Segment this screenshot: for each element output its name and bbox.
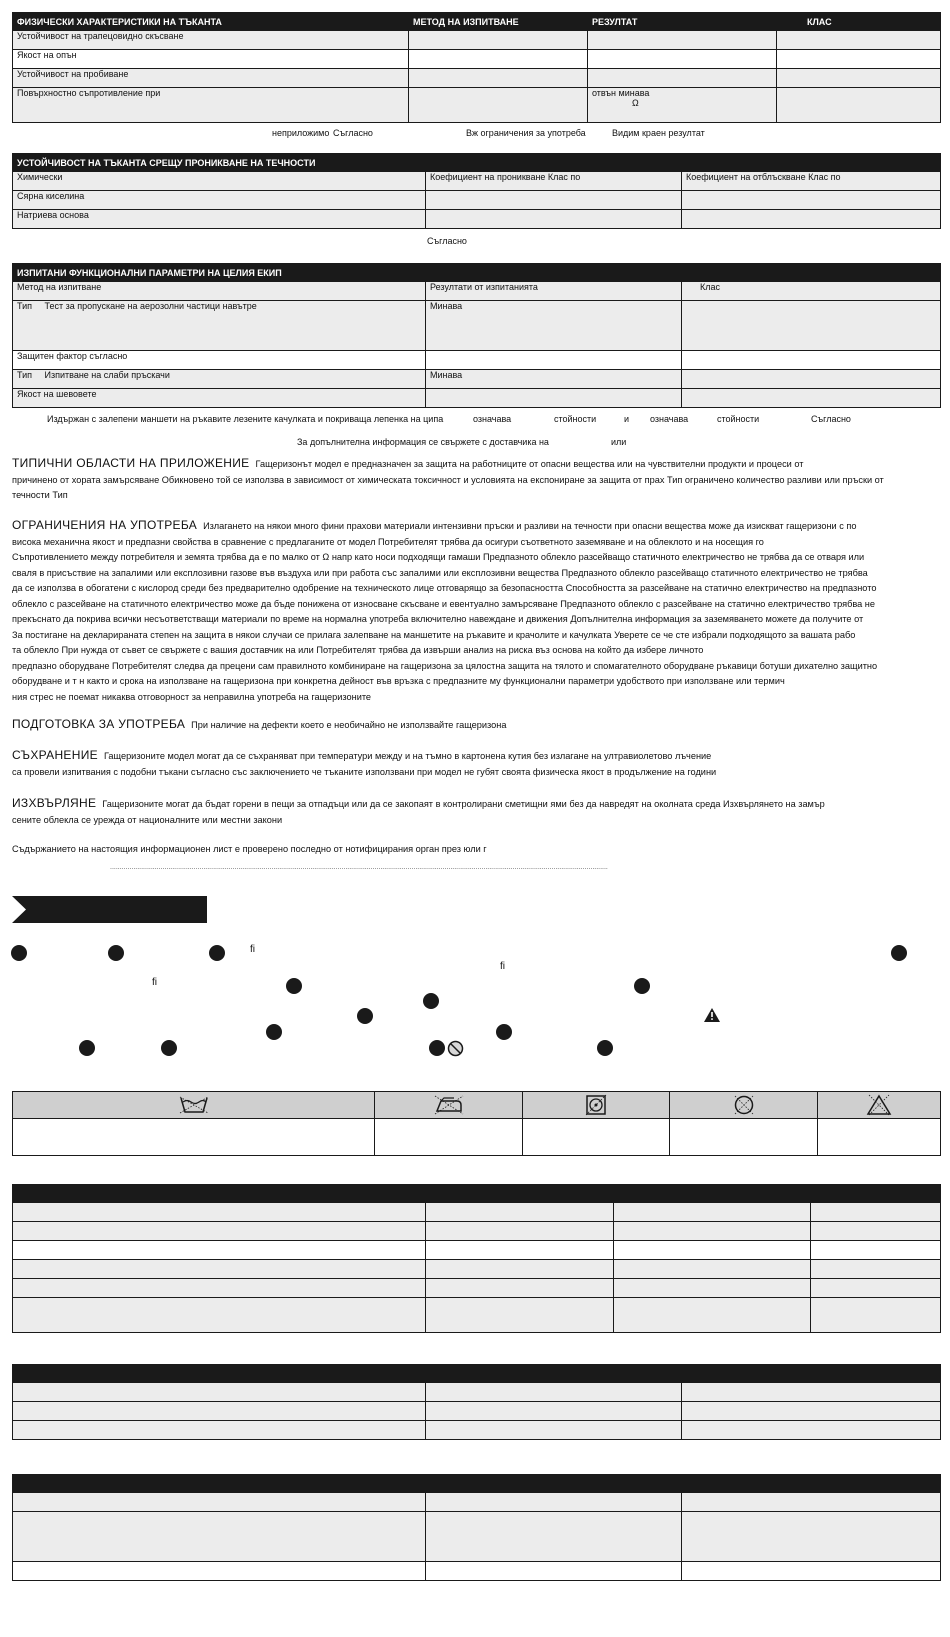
care-icons-row bbox=[13, 1092, 941, 1119]
table-row bbox=[13, 1260, 941, 1279]
cell bbox=[426, 389, 682, 408]
functional-note-values: стойности bbox=[717, 414, 760, 424]
fi-ligature: ﬁ bbox=[500, 961, 505, 972]
care-cell bbox=[818, 1092, 941, 1119]
table-row bbox=[13, 370, 941, 389]
fi-ligature: ﬁ bbox=[250, 944, 255, 955]
cell bbox=[777, 88, 941, 123]
row-label: Повърхностно съпротивление при bbox=[13, 88, 409, 123]
row-label: Натриева основа bbox=[13, 210, 426, 229]
col-results: Резултати от изпитанията bbox=[426, 282, 682, 301]
cell bbox=[811, 1260, 941, 1279]
text-line: оборудване и т н както и срока на използване на гащеризона при конкретна дейност във връзка с предпазните му функционални параметри удобството при използване или термич bbox=[12, 676, 785, 686]
marker-dot bbox=[429, 1040, 445, 1056]
functional-note-text: Издържан с залепени маншети на ръкавите лезените качулката и покриваща лепенка на ципа bbox=[47, 414, 444, 424]
text-line: сваля в присъствие на запалими или експлозивни газове във въздуха или при работа със запалими или експлозивни вещества Предпазното облекло разсейващо статичното електричество не трябва bbox=[12, 567, 868, 578]
dry-clean-icon bbox=[733, 1096, 755, 1113]
table-row bbox=[13, 1402, 941, 1421]
cell bbox=[13, 1203, 426, 1222]
cell bbox=[13, 1222, 426, 1241]
cell bbox=[13, 1493, 426, 1512]
table-row bbox=[13, 1421, 941, 1440]
col-penetration-index: Коефициент на проникване Клас по bbox=[426, 172, 682, 191]
tumble-dry-icon bbox=[585, 1096, 607, 1113]
result-cell bbox=[588, 88, 777, 123]
cell bbox=[682, 1402, 941, 1421]
table-row bbox=[13, 1383, 941, 1402]
cell bbox=[588, 69, 777, 88]
note-visible-result: Видим краен резултат bbox=[612, 128, 705, 138]
prohibited-icon bbox=[447, 1040, 464, 1058]
note-see-limits: Вж ограничения за употреба bbox=[466, 128, 586, 138]
header-functional: ИЗПИТАНИ ФУНКЦИОНАЛНИ ПАРАМЕТРИ НА ЦЕЛИЯ ЕКИП bbox=[13, 264, 941, 282]
row-label: Устойчивост на пробиване bbox=[13, 69, 409, 88]
cell bbox=[614, 1222, 811, 1241]
functional-note-or: или bbox=[611, 437, 627, 447]
header-result: РЕЗУЛТАТ bbox=[588, 13, 777, 31]
table-header-row bbox=[13, 13, 941, 31]
text-line: висока механична якост и предпазни свойства в сравнение с предлаганите от модел Потребителят трябва да осигури съответното заземяване и на облеклото и на носещия го bbox=[12, 536, 764, 547]
marker-dot bbox=[423, 993, 439, 1009]
cell bbox=[588, 50, 777, 69]
penetration-table bbox=[12, 153, 941, 229]
care-cell bbox=[670, 1092, 818, 1119]
row-label: Якост на шевовете bbox=[13, 389, 426, 408]
type-label: Тип bbox=[17, 301, 33, 311]
marker-dot bbox=[634, 978, 650, 994]
type-label: Тип bbox=[17, 370, 33, 380]
empty-penetration-table bbox=[12, 1364, 941, 1440]
cell bbox=[777, 31, 941, 50]
cell bbox=[682, 210, 941, 229]
cell bbox=[426, 1512, 682, 1562]
text-line: сените облекла се урежда от националните или местни закони bbox=[12, 814, 283, 825]
table-header-row bbox=[13, 1185, 941, 1203]
cell bbox=[409, 31, 588, 50]
verified-note: Съдържанието на настоящия информационен лист е проверено последно от нотифицирания орган през юли г bbox=[12, 844, 487, 854]
iron-icon bbox=[432, 1096, 466, 1113]
functional-note-means: означава bbox=[650, 414, 689, 424]
cell bbox=[13, 1279, 426, 1298]
table-row bbox=[13, 172, 941, 191]
cell bbox=[426, 1421, 682, 1440]
cell bbox=[777, 50, 941, 69]
table-row bbox=[13, 210, 941, 229]
table-header-row bbox=[13, 1365, 941, 1383]
marker-dot bbox=[286, 978, 302, 994]
cell bbox=[682, 1493, 941, 1512]
header-cell bbox=[13, 1475, 941, 1493]
cell bbox=[426, 1402, 682, 1421]
col-method: Метод на изпитване bbox=[13, 282, 426, 301]
table-row bbox=[13, 50, 941, 69]
cell bbox=[682, 370, 941, 389]
empty-physical-table bbox=[12, 1184, 941, 1333]
row-label bbox=[13, 370, 426, 389]
marker-dot bbox=[496, 1024, 512, 1040]
table-row bbox=[13, 1298, 941, 1333]
care-label-table bbox=[12, 1091, 941, 1156]
text-line: причинено от хората замърсяване Обикновено той се използва в зависимост от химическата токсичност и условията на експониране за защита от прах Тип ограничено количество разливи или пръски от bbox=[12, 474, 884, 485]
table-row bbox=[13, 1512, 941, 1562]
cell bbox=[13, 1421, 426, 1440]
header-cell bbox=[13, 1365, 941, 1383]
cell bbox=[426, 1203, 614, 1222]
cell bbox=[13, 1383, 426, 1402]
table-row bbox=[13, 191, 941, 210]
note-not-applicable: неприложимо bbox=[272, 128, 330, 138]
cell bbox=[426, 1279, 614, 1298]
header-physical: ФИЗИЧЕСКИ ХАРАКТЕРИСТИКИ НА ТЪКАНТА bbox=[13, 13, 409, 31]
text-line: Гащеризонът модел е предназначен за защита на работниците от опасни вещества или на чувствителни продукти и процеси от bbox=[255, 459, 804, 469]
cell bbox=[614, 1279, 811, 1298]
care-text-cell bbox=[818, 1119, 941, 1156]
text-line: Гащеризоните могат да бъдат горени в пещи за отпадъци или да се закопаят в контролирани сметищни ями без да навредят на околната среда Изхвърлянето на замър bbox=[102, 799, 825, 809]
section-title: ПОДГОТОВКА ЗА УПОТРЕБА bbox=[12, 717, 186, 731]
care-text-row bbox=[13, 1119, 941, 1156]
care-cell bbox=[375, 1092, 523, 1119]
limits-section bbox=[12, 518, 940, 705]
cell bbox=[811, 1241, 941, 1260]
cell bbox=[811, 1203, 941, 1222]
cell bbox=[588, 31, 777, 50]
header-penetration: УСТОЙЧИВОСТ НА ТЪКАНТА СРЕЩУ ПРОНИКВАНЕ НА ТЕЧНОСТИ bbox=[13, 154, 941, 172]
cell bbox=[426, 1493, 682, 1512]
cell bbox=[13, 1402, 426, 1421]
table-row bbox=[13, 1203, 941, 1222]
cell bbox=[811, 1279, 941, 1298]
cell bbox=[426, 210, 682, 229]
care-text-cell bbox=[670, 1119, 818, 1156]
header-method: МЕТОД НА ИЗПИТВАНЕ bbox=[409, 13, 588, 31]
marker-dot bbox=[209, 945, 225, 961]
cell bbox=[777, 69, 941, 88]
warning-icon bbox=[704, 1006, 720, 1024]
table-row bbox=[13, 301, 941, 351]
test-label: Тест за пропускане на аерозолни частици навътре bbox=[44, 301, 257, 311]
text-line: Съпротивлението между потребителя и земята трябва да е по малко от Ω напр като носи подходящи гамаши Предпазното облекло разсейващо статичното електричество не трябва да се отваря или bbox=[12, 552, 865, 562]
care-text-cell bbox=[523, 1119, 670, 1156]
cell bbox=[682, 389, 941, 408]
applications-section bbox=[12, 456, 940, 504]
bleach-icon bbox=[866, 1096, 892, 1113]
cell bbox=[426, 1383, 682, 1402]
care-text-cell bbox=[375, 1119, 523, 1156]
cell bbox=[682, 1383, 941, 1402]
table-row bbox=[13, 69, 941, 88]
cell bbox=[682, 1512, 941, 1562]
row-label: Защитен фактор съгласно bbox=[13, 351, 426, 370]
preparation-section bbox=[12, 717, 940, 734]
section-title: ОГРАНИЧЕНИЯ НА УПОТРЕБА bbox=[12, 518, 198, 532]
cell bbox=[682, 351, 941, 370]
cell bbox=[409, 50, 588, 69]
dotted-line: ................................................................................................................................................................................................................................................................ bbox=[110, 864, 608, 871]
functional-note-contact: За допълнителна информация се свържете с доставчика на bbox=[297, 437, 549, 447]
marker-dot bbox=[266, 1024, 282, 1040]
test-label: Изпитване на слаби пръскачи bbox=[44, 370, 170, 380]
marker-dot bbox=[108, 945, 124, 961]
disposal-section bbox=[12, 796, 940, 828]
text-line: прекъснато да покрива всички несъответстващи материали по време на нормална употреба включително навеждане и движения Допълнителна информация за заземяването можете да получите от bbox=[12, 614, 864, 624]
cell bbox=[682, 301, 941, 351]
marker-dot bbox=[597, 1040, 613, 1056]
cell bbox=[13, 1241, 426, 1260]
header-cell bbox=[614, 1185, 941, 1203]
row-label bbox=[13, 301, 426, 351]
cell bbox=[426, 351, 682, 370]
table-row bbox=[13, 1222, 941, 1241]
cell bbox=[614, 1260, 811, 1279]
cell bbox=[614, 1298, 811, 1333]
table-row bbox=[13, 1279, 941, 1298]
cell bbox=[426, 1260, 614, 1279]
cell bbox=[614, 1203, 811, 1222]
text-line: облекло с разсейване на статичното електричество може да бъде понижена от износване скъсване и евентуално замърсяване Предпазното облекло с разсейване на статично електричество трябва не bbox=[12, 598, 875, 609]
text-line: Излагането на някои много фини прахови материали интензивни пръски и разливи на течности при опасни вещества може да изискват гащеризони с по bbox=[203, 521, 857, 531]
marker-dot bbox=[357, 1008, 373, 1024]
header-cell bbox=[426, 1185, 614, 1203]
cell bbox=[811, 1222, 941, 1241]
cell bbox=[426, 1222, 614, 1241]
functional-note-and: и bbox=[624, 414, 630, 424]
text-line: Гащеризоните модел могат да се съхраняват при температури между и на тъмно в картонена кутия без излагане на ултравиолетово лъчение bbox=[103, 751, 712, 761]
section-title: СЪХРАНЕНИЕ bbox=[12, 748, 98, 762]
cell bbox=[13, 1298, 426, 1333]
col-class: Клас bbox=[682, 282, 941, 301]
cell bbox=[682, 191, 941, 210]
functional-note-according: Съгласно bbox=[811, 414, 851, 424]
cell bbox=[13, 1562, 426, 1581]
table-row bbox=[13, 1493, 941, 1512]
marker-dot bbox=[891, 945, 907, 961]
cell bbox=[682, 1562, 941, 1581]
text-line: За постигане на декларираната степен на защита в някои случаи се прилага залепване на маншетите на ръкавите и крачолите и качулката Уверете се че сте избрали подходящото за вашата рабо bbox=[12, 629, 856, 640]
cell bbox=[13, 1260, 426, 1279]
result-cell: Минава bbox=[426, 301, 682, 351]
storage-section bbox=[12, 748, 940, 780]
text-line: ния стрес не поемат никаква отговорност за неправилна употреба на гащеризоните bbox=[12, 691, 372, 702]
table-row bbox=[13, 389, 941, 408]
text-line: са провели изпитвания с подобни тъкани съгласно със заключението че тъканите използвани при модел не губят своята физическа якост в продължение на години bbox=[12, 766, 717, 777]
header-cell bbox=[13, 1185, 426, 1203]
fi-ligature: ﬁ bbox=[152, 977, 157, 988]
text-line: течности Тип bbox=[12, 490, 68, 500]
table-row bbox=[13, 282, 941, 301]
result-cell: Минава bbox=[426, 370, 682, 389]
marker-dot bbox=[161, 1040, 177, 1056]
cell bbox=[614, 1241, 811, 1260]
table-row bbox=[13, 1562, 941, 1581]
functional-note-means: означава bbox=[473, 414, 512, 424]
row-label: Сярна киселина bbox=[13, 191, 426, 210]
functional-note-values: стойности bbox=[554, 414, 597, 424]
text-line: да се използва в обогатени с кислород среди без предварително одобрение на техническото лице отговарящо за безопасността Способността за разсейване на статично електричество на предпазното bbox=[12, 583, 877, 593]
text-line: При наличие на дефекти което е необичайно не използвайте гащеризона bbox=[191, 720, 507, 730]
section-banner bbox=[12, 896, 207, 923]
marker-dot bbox=[11, 945, 27, 961]
cell bbox=[682, 1421, 941, 1440]
care-cell bbox=[523, 1092, 670, 1119]
note-according: Съгласно bbox=[333, 128, 373, 138]
row-label: Якост на опън bbox=[13, 50, 409, 69]
care-cell bbox=[13, 1092, 375, 1119]
table-row bbox=[13, 351, 941, 370]
table-header-row bbox=[13, 264, 941, 282]
col-repellency-index: Коефициент на отблъскване Клас по bbox=[682, 172, 941, 191]
physical-characteristics-table bbox=[12, 12, 941, 123]
table-header-row bbox=[13, 154, 941, 172]
table-row bbox=[13, 88, 941, 123]
text-line: та облекло При нужда от съвет се свържете с вашия доставчик на или Потребителят трябва да извърши анализ на риска въз основа на който да избере личното bbox=[12, 645, 704, 655]
penetration-note: Съгласно bbox=[427, 236, 467, 246]
marker-dot bbox=[79, 1040, 95, 1056]
table-header-row bbox=[13, 1475, 941, 1493]
table-row bbox=[13, 31, 941, 50]
header-class: КЛАС bbox=[777, 13, 941, 31]
cell bbox=[426, 1298, 614, 1333]
empty-functional-table bbox=[12, 1474, 941, 1581]
washing-icon bbox=[178, 1096, 210, 1113]
result-line: отвън минава bbox=[592, 88, 650, 98]
cell bbox=[426, 191, 682, 210]
cell bbox=[426, 1241, 614, 1260]
cell bbox=[409, 69, 588, 88]
section-title: ТИПИЧНИ ОБЛАСТИ НА ПРИЛОЖЕНИЕ bbox=[12, 456, 250, 470]
omega-symbol: Ω bbox=[632, 98, 639, 108]
cell bbox=[811, 1298, 941, 1333]
care-text-cell bbox=[13, 1119, 375, 1156]
text-line: предпазно оборудване Потребителят следва да прецени сам правилното комбиниране на гащеризона за цялостна защита на тялото и спомагателното оборудване ръкавици ботуши дихателно защитно bbox=[12, 660, 878, 671]
cell bbox=[13, 1512, 426, 1562]
cell bbox=[409, 88, 588, 123]
section-title: ИЗХВЪРЛЯНЕ bbox=[12, 796, 97, 810]
col-chemical: Химически bbox=[13, 172, 426, 191]
cell bbox=[426, 1562, 682, 1581]
table-row bbox=[13, 1241, 941, 1260]
functional-table bbox=[12, 263, 941, 408]
row-label: Устойчивост на трапецовидно скъсване bbox=[13, 31, 409, 50]
